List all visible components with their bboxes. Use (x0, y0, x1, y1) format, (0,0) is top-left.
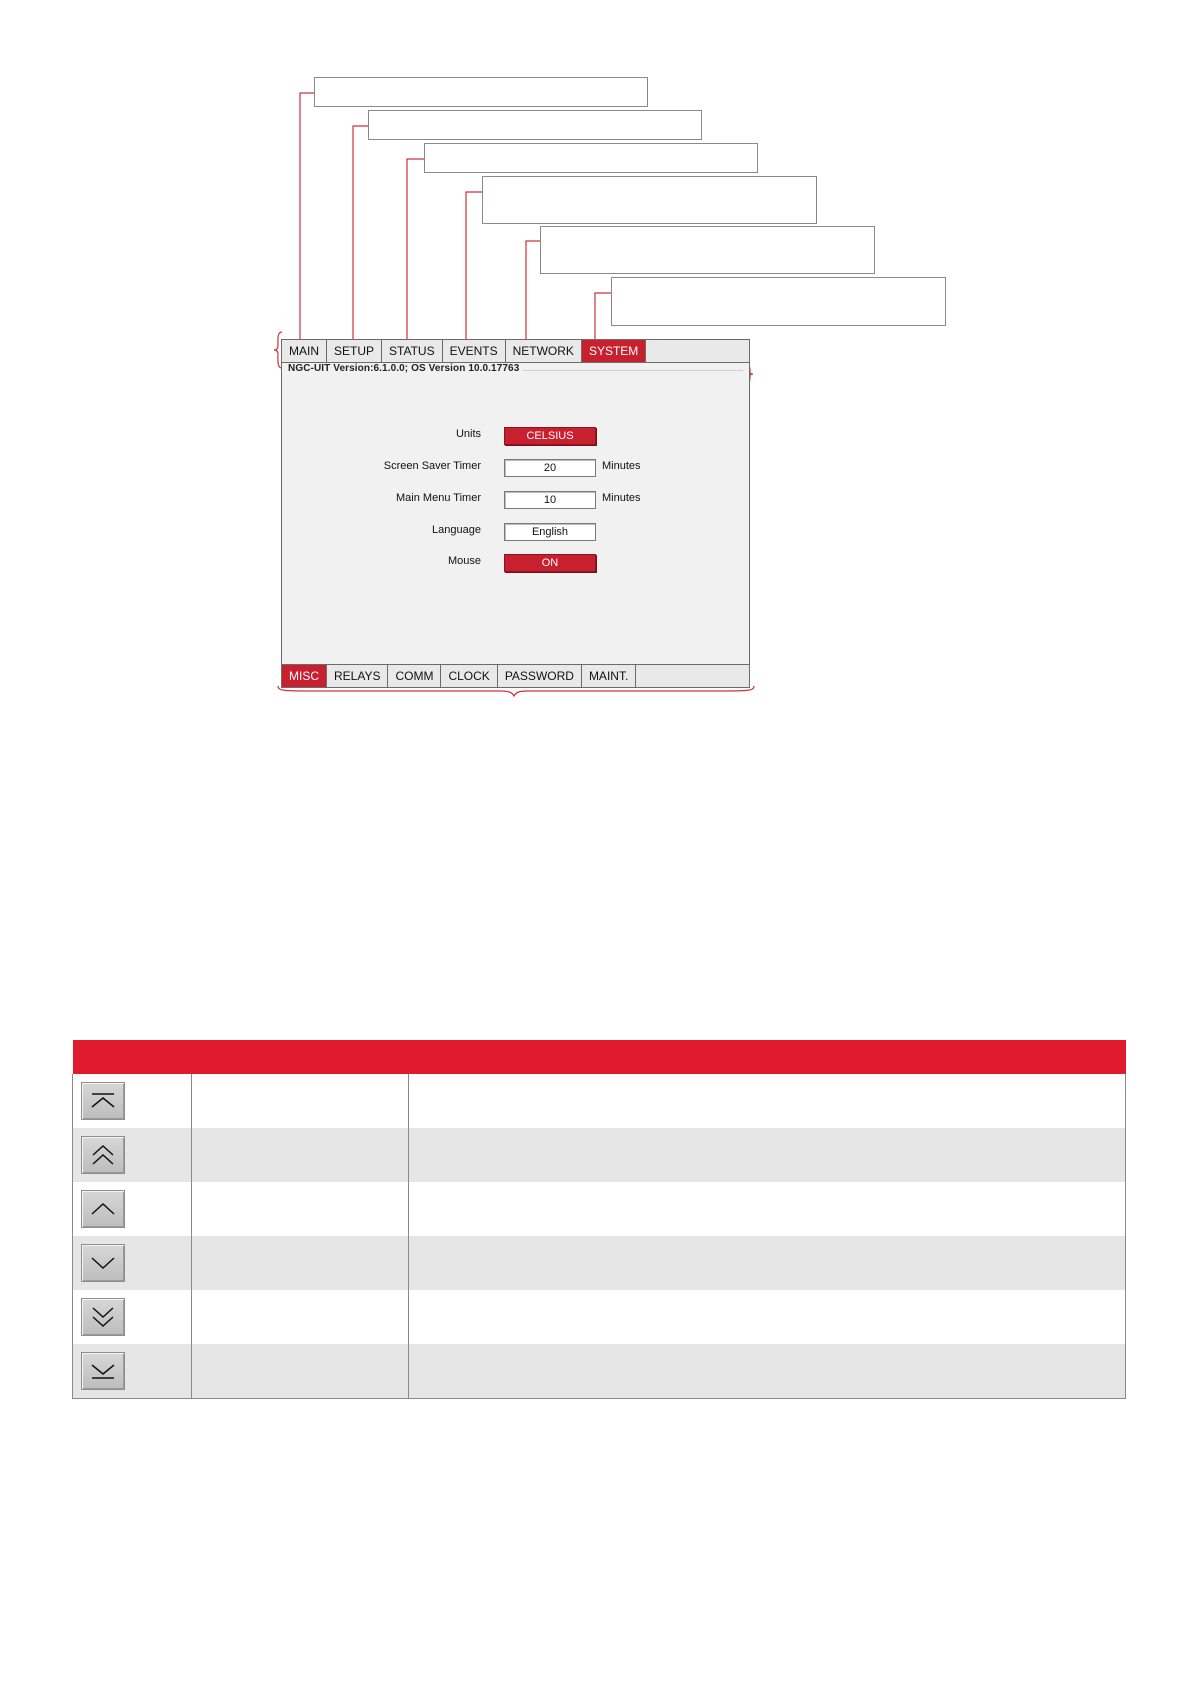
units-label: Units (455, 428, 481, 440)
tab-comm[interactable]: COMM (388, 665, 441, 687)
table-cell-icon (73, 1182, 192, 1236)
callout-line-setup (353, 126, 368, 350)
tab-clock[interactable]: CLOCK (441, 665, 497, 687)
mouse-toggle-button[interactable]: ON (504, 554, 596, 572)
table-header (73, 1040, 1126, 1074)
table-cell-description (409, 1074, 1126, 1128)
language-label: Language (432, 524, 481, 536)
screen-saver-label: Screen Saver Timer (383, 460, 481, 472)
tab-events[interactable]: EVENTS (443, 340, 506, 362)
table-cell-name (192, 1074, 409, 1128)
table-cell-description (409, 1290, 1126, 1344)
tab-setup[interactable]: SETUP (327, 340, 382, 362)
table-cell-name (192, 1182, 409, 1236)
bottom-tab-bar (282, 664, 749, 687)
language-select[interactable]: English (504, 523, 596, 541)
main-menu-label: Main Menu Timer (396, 492, 481, 504)
table-cell-description (409, 1344, 1126, 1399)
page-up-icon (89, 1143, 117, 1167)
page-down-button[interactable] (81, 1298, 125, 1336)
table-row (73, 1290, 1126, 1344)
table-cell-icon (73, 1128, 192, 1182)
callout-box-events (482, 176, 817, 224)
line-down-button[interactable] (81, 1244, 125, 1282)
callout-box-network (540, 226, 875, 274)
main-menu-input[interactable]: 10 (504, 491, 596, 509)
scroll-bottom-button[interactable] (81, 1352, 125, 1390)
callout-box-setup (368, 110, 702, 140)
screen-saver-unit: Minutes (602, 460, 641, 472)
table-cell-description (409, 1182, 1126, 1236)
table-cell-icon (73, 1236, 192, 1290)
version-info: NGC-UIT Version:6.1.0.0; OS Version 10.0.17763 (288, 363, 520, 374)
callout-line-events (466, 192, 482, 350)
tab-password[interactable]: PASSWORD (498, 665, 582, 687)
top-tab-bar (282, 340, 749, 363)
callout-box-system (611, 277, 946, 326)
table-cell-name (192, 1290, 409, 1344)
screen-saver-input[interactable]: 20 (504, 459, 596, 477)
scroll-top-icon (89, 1090, 117, 1112)
line-down-icon (89, 1252, 117, 1274)
table-cell-name (192, 1344, 409, 1399)
table-cell-icon (73, 1074, 192, 1128)
table-cell-icon (73, 1344, 192, 1399)
tab-network[interactable]: NETWORK (506, 340, 582, 362)
main-menu-unit: Minutes (602, 492, 641, 504)
units-toggle-button[interactable]: CELSIUS (504, 427, 596, 445)
table-row (73, 1236, 1126, 1290)
tab-system[interactable]: SYSTEM (582, 340, 646, 362)
system-settings-panel (281, 339, 750, 688)
table-cell-description (409, 1236, 1126, 1290)
tab-misc[interactable]: MISC (282, 665, 327, 687)
table-row (73, 1182, 1126, 1236)
callout-line-network (526, 241, 540, 350)
table-header-cell (73, 1040, 192, 1074)
units-row (282, 427, 749, 445)
page-up-button[interactable] (81, 1136, 125, 1174)
navigation-buttons-table (72, 1040, 1126, 1399)
callout-line-status (407, 159, 424, 350)
tab-status[interactable]: STATUS (382, 340, 443, 362)
table-row (73, 1128, 1126, 1182)
callout-line-main (300, 93, 314, 350)
table-cell-name (192, 1236, 409, 1290)
tab-relays[interactable]: RELAYS (327, 665, 388, 687)
mouse-row (282, 554, 749, 572)
scroll-top-button[interactable] (81, 1082, 125, 1120)
line-up-icon (89, 1198, 117, 1220)
line-up-button[interactable] (81, 1190, 125, 1228)
table-row (73, 1344, 1126, 1399)
table-cell-name (192, 1128, 409, 1182)
table-header-cell (192, 1040, 409, 1074)
callout-box-main (314, 77, 648, 107)
version-divider (523, 370, 743, 371)
page-down-icon (89, 1305, 117, 1329)
table-header-cell (409, 1040, 1126, 1074)
callout-box-status (424, 143, 758, 173)
table-cell-description (409, 1128, 1126, 1182)
table-cell-icon (73, 1290, 192, 1344)
language-row (282, 523, 749, 541)
main-menu-row (282, 491, 749, 509)
tab-maint[interactable]: MAINT. (582, 665, 636, 687)
mouse-label: Mouse (447, 555, 481, 567)
tab-main[interactable]: MAIN (282, 340, 327, 362)
table-row (73, 1074, 1126, 1128)
scroll-bottom-icon (89, 1360, 117, 1382)
screen-saver-row (282, 459, 749, 477)
